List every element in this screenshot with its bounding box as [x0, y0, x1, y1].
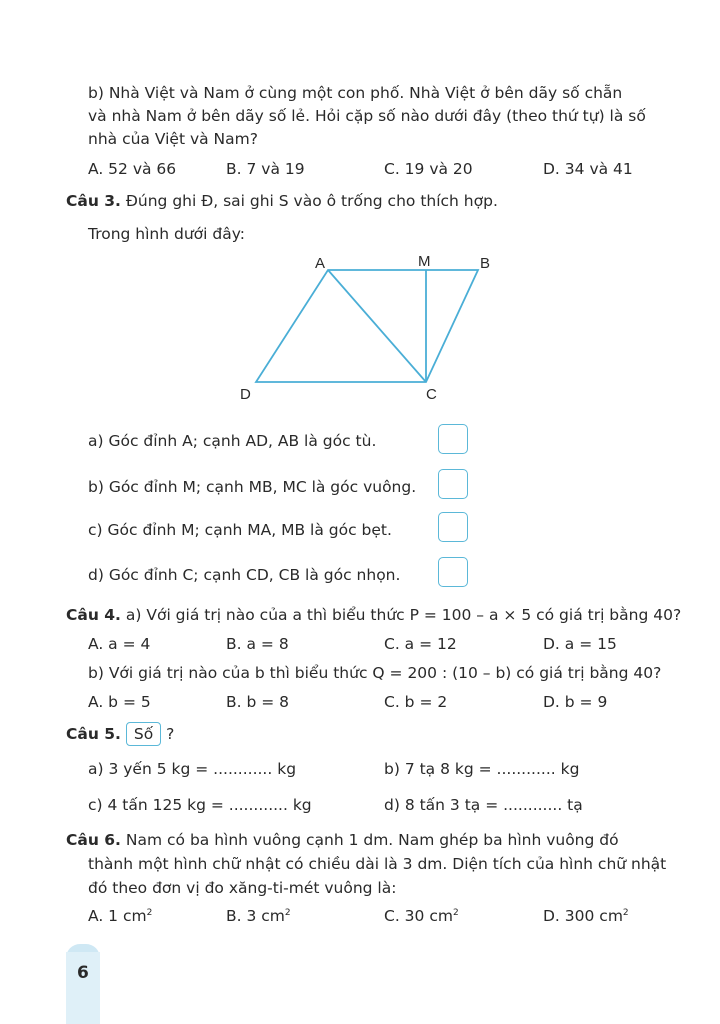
exponent: 2	[284, 907, 291, 918]
so-box: Số	[126, 722, 161, 746]
vertex-label-b: B	[480, 255, 491, 272]
q2b-option-d[interactable]: D. 34 và 41	[543, 160, 633, 178]
q6-option-a[interactable]: A. 1 $cm^2$	[88, 907, 153, 925]
q3-answer-box-d[interactable]	[438, 557, 468, 587]
q3-intro: Trong hình dưới đây:	[88, 225, 245, 243]
q3-heading	[66, 192, 498, 210]
q4b-option-d[interactable]: D. b = 9	[543, 693, 608, 711]
q2b-option-b[interactable]: B. 7 và 19	[226, 160, 305, 178]
q3-statement-c: c) Góc đỉnh M; cạnh MA, MB là góc bẹt.	[88, 521, 392, 539]
q2b-option-c[interactable]: C. 19 và 20	[384, 160, 473, 178]
exponent: 2	[622, 907, 629, 918]
q4-b-prompt: b) Với giá trị nào của b thì biểu thức Q = 200 : (10 – b) có giá trị bằng 40?	[88, 664, 662, 682]
parallelogram-figure	[230, 248, 510, 408]
q5-item-d[interactable]: d) 8 tấn 3 tạ = ............ tạ	[384, 796, 583, 814]
q6-option-d[interactable]: D. 300 $cm^2$	[543, 907, 629, 925]
q2b-option-a[interactable]: A. 52 và 66	[88, 160, 177, 178]
q6-heading	[66, 831, 619, 849]
q3-answer-box-a[interactable]	[438, 424, 468, 454]
q4-heading	[66, 606, 681, 624]
q4-label: Câu 4.	[66, 606, 121, 624]
q3-answer-box-c[interactable]	[438, 512, 468, 542]
q3-label: Câu 3.	[66, 192, 121, 210]
parallelogram-abcd	[256, 270, 478, 382]
q4b-option-b[interactable]: B. b = 8	[226, 693, 290, 711]
vertex-label-d: D	[240, 386, 251, 403]
q6-line2: thành một hình chữ nhật có chiều dài là 3 dm. Diện tích của hình chữ nhật	[88, 855, 667, 873]
q4b-option-c[interactable]: C. b = 2	[384, 693, 448, 711]
q5-heading	[66, 722, 174, 746]
q5-question-mark: ?	[166, 725, 175, 743]
vertex-label-c: C	[426, 386, 437, 403]
q3-answer-box-b[interactable]	[438, 469, 468, 499]
q6-line3: đó theo đơn vị đo xăng-ti-mét vuông là:	[88, 879, 397, 897]
q2b-line2: và nhà Nam ở bên dãy số lẻ. Hỏi cặp số nào dưới đây (theo thứ tự) là số	[88, 107, 646, 125]
q4a-option-c[interactable]: C. a = 12	[384, 635, 457, 653]
q5-item-a[interactable]: a) 3 yến 5 kg = ............ kg	[88, 760, 297, 778]
q4-a-prompt: a) Với giá trị nào của a thì biểu thức P = 100 – a × 5 có giá trị bằng 40?	[125, 606, 682, 624]
q4a-option-b[interactable]: B. a = 8	[226, 635, 289, 653]
exponent: 2	[452, 907, 459, 918]
q2b-line1: b) Nhà Việt và Nam ở cùng một con phố. Nhà Việt ở bên dãy số chẵn	[88, 84, 623, 102]
q3-statement-d: d) Góc đỉnh C; cạnh CD, CB là góc nhọn.	[88, 566, 401, 584]
q6-label: Câu 6.	[66, 831, 121, 849]
q4a-option-d[interactable]: D. a = 15	[543, 635, 617, 653]
q3-statement-b: b) Góc đỉnh M; cạnh MB, MC là góc vuông.	[88, 478, 417, 496]
page-number: 6	[77, 963, 89, 983]
q6-option-c[interactable]: C. 30 $cm^2$	[384, 907, 459, 925]
segment-ac	[328, 270, 426, 382]
q6-option-b[interactable]: B. 3 $cm^2$	[226, 907, 291, 925]
vertex-label-a: A	[315, 255, 326, 272]
q5-item-c[interactable]: c) 4 tấn 125 kg = ............ kg	[88, 796, 312, 814]
q4b-option-a[interactable]: A. b = 5	[88, 693, 151, 711]
q5-item-b[interactable]: b) 7 tạ 8 kg = ............ kg	[384, 760, 580, 778]
q4a-option-a[interactable]: A. a = 4	[88, 635, 151, 653]
q6-line1: Nam có ba hình vuông cạnh 1 dm. Nam ghép ba hình vuông đó	[125, 831, 619, 849]
q2b-line3: nhà của Việt và Nam?	[88, 130, 258, 148]
exponent: 2	[146, 907, 153, 918]
q5-label: Câu 5.	[66, 725, 121, 743]
q3-prompt: Đúng ghi Đ, sai ghi S vào ô trống cho thích hợp.	[125, 192, 498, 210]
vertex-label-m: M	[418, 253, 431, 270]
q3-statement-a: a) Góc đỉnh A; cạnh AD, AB là góc tù.	[88, 432, 377, 450]
